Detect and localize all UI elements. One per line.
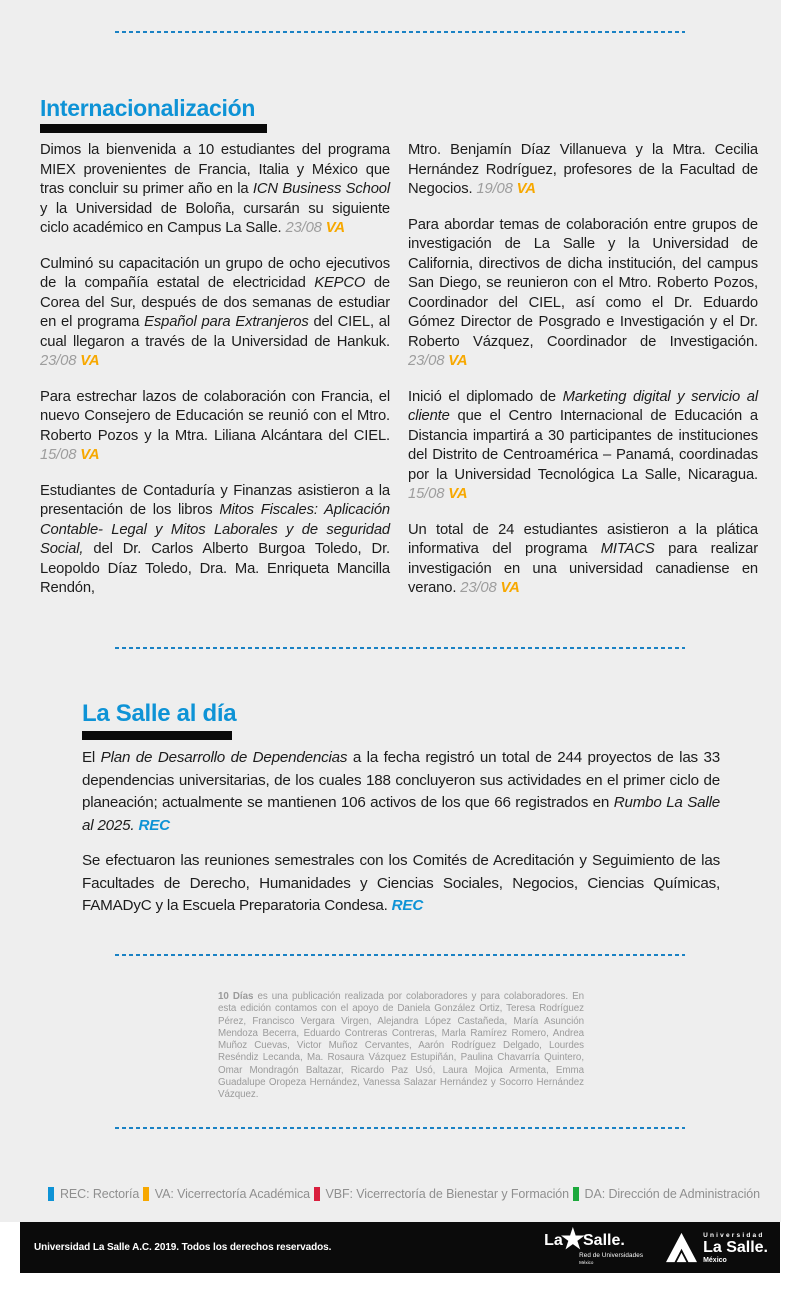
news-item: Dimos la bienvenida a 10 estudiantes del programa MIEX provenientes de Francia, Italia y México que tras concluir su primer año en la ICN Business School y la Universidad de Boloña, cursarán su siguiente ciclo académico en Campus La Salle. 23/08 VA xyxy=(40,142,390,236)
section-title-la-salle-al-dia: La Salle al día xyxy=(82,700,237,727)
news-item: Un total de 24 estudiantes asistieron a la plática informativa del programa MITACS para realizar investigación en una universidad canadiense en verano. 23/08 VA xyxy=(408,521,758,596)
legend-label: REC: Rectoría xyxy=(60,1187,140,1201)
ulsa-country-text: México xyxy=(703,1256,727,1264)
legend-bar xyxy=(48,1187,760,1201)
legend-item-vbf xyxy=(314,1187,570,1201)
title-underline-bar xyxy=(82,731,232,740)
ulsa-mexico-logo xyxy=(665,1232,768,1264)
news-item: El Plan de Desarrollo de Dependencias a la fecha registró un total de 244 proyectos de las 33 dependencias universitarias, de los cuales 188 concluyeron sus actividades en el primer ciclo de planeación; actualmente se mantienen 106 activos de los que 66 registrados en Rumbo La Salle al 2025. REC xyxy=(82,749,720,834)
rec-color-swatch xyxy=(48,1187,54,1201)
logo-country: México xyxy=(579,1259,594,1265)
news-item: Inició el diplomado de Marketing digital y servicio al cliente que el Centro Internacional de Educación a Distancia impartirá a 30 participantes de instituciones del Distrito de Centroamérica – Panamá, coordinadas por la Universidad Tecnológica La Salle, Nicaragua. 15/08 VA xyxy=(408,388,759,502)
ulsa-main-text: La Salle. xyxy=(703,1238,768,1256)
title-underline-bar xyxy=(40,124,267,133)
news-item: Para abordar temas de colaboración entre grupos de investigación de La Salle y la Universidad de California, directivos de dicha institución, del campus San Diego, se reunieron con el Mtro. Roberto Pozos, Coordinador del CIEL, así como el Dr. Eduardo Gómez Director de Posgrado e Investigación y el Dr. Roberto Vázquez, Coordinador de Investigación. 23/08 VA xyxy=(408,216,758,369)
legend-item-rec xyxy=(48,1187,139,1201)
logo-text-la: La xyxy=(544,1231,563,1249)
section-title-internacionalizacion: Internacionalización xyxy=(40,95,256,121)
column-left xyxy=(40,141,390,615)
va-color-swatch xyxy=(143,1187,149,1201)
legend-label: VA: Vicerrectoría Académica xyxy=(154,1187,311,1201)
logo-text-salle: Salle. xyxy=(583,1231,625,1249)
news-columns xyxy=(40,141,758,615)
ulsa-logo-mark xyxy=(665,1232,698,1263)
lasalle-network-wordmark xyxy=(544,1223,643,1254)
dashed-separator-credits-bottom xyxy=(115,1127,685,1129)
legend-label: VBF: Vicerrectoría de Bienestar y Formación xyxy=(325,1187,570,1201)
news-item: Mtro. Benjamín Díaz Villanueva y la Mtra. Cecilia Hernández Rodríguez, profesores de la Facultad de Negocios. 19/08 VA xyxy=(408,142,758,197)
legend-item-va xyxy=(143,1187,310,1201)
copyright-text: Universidad La Salle A.C. 2019. Todos los derechos reservados. xyxy=(34,1242,332,1253)
footer-logos xyxy=(544,1222,768,1273)
dashed-separator-top xyxy=(115,31,685,33)
legend-item-da xyxy=(573,1187,760,1201)
la-salle-al-dia-body xyxy=(82,747,720,931)
logo-subtitle: Red de Universidades xyxy=(579,1251,644,1259)
legend-label: DA: Dirección de Administración xyxy=(584,1187,760,1201)
news-item: Para estrechar lazos de colaboración con Francia, el nuevo Consejero de Educación se reunió con el Mtro. Roberto Pozos y la Mtra. Liliana Alcántara del CIEL. 15/08 VA xyxy=(40,388,390,463)
column-right xyxy=(408,141,758,615)
vbf-color-swatch xyxy=(314,1187,320,1201)
credits-text: 10 Días es una publicación realizada por colaboradores y para colaboradores. En esta edición contamos con el apoyo de Daniela González Ortiz, Teresa Rodríguez Pérez, Francisco Vergara Virgen, Alejandra López Castañeda, María Asunción Mendoza Becerra, Eduardo Contreras Contreras, Marla Ramírez Romero, Andrea Muñoz Cuevas, Victor Muñoz Cervantes, Aarón Rodríguez Delgado, Lourdes Reséndiz Lecanda, Ma. Rosaura Vázquez Estupiñán, Paulina Chavarría Quintero, Omar Mondragón Baltazar, Ricardo Paz Usó, Laura Mojica Armenta, Emma Guadalupe Oropeza Hernández, Vanessa Salazar Hernández y Socorro Hernández Vázquez. xyxy=(218,991,584,1101)
dashed-separator-middle xyxy=(115,647,685,649)
lasalle-network-logo xyxy=(544,1223,644,1265)
news-item: Culminó su capacitación un grupo de ocho ejecutivos de la compañía estatal de electricidad KEPCO de Corea del Sur, después de dos semanas de estudiar en el programa Español para Extranjeros del CIEL, al cual llegaron a través de la Universidad de Hankuk. 23/08 VA xyxy=(40,255,391,369)
footer-bar xyxy=(20,1222,780,1273)
news-item: Se efectuaron las reuniones semestrales con los Comités de Acreditación y Seguimiento de las Facultades de Derecho, Humanidades y Ciencias Sociales, Negocios, Ciencias Químicas, FAMADyC y la Escuela Preparatoria Condesa. REC xyxy=(82,852,720,914)
ulsa-top-text: Universidad xyxy=(703,1231,765,1239)
dashed-separator-credits-top xyxy=(115,954,685,956)
da-color-swatch xyxy=(573,1187,579,1201)
star-icon: ★ xyxy=(560,1223,585,1254)
ulsa-wordmark xyxy=(703,1232,768,1264)
news-item: Estudiantes de Contaduría y Finanzas asistieron a la presentación de los libros Mitos Fiscales: Aplicación Contable- Legal y Mitos Laborales y de seguridad Social, del Dr. Carlos Alberto Burgoa Toledo, Dr. Leopoldo Díaz Toledo, Dra. Ma. Enriqueta Mancilla Rendón, xyxy=(40,482,391,596)
